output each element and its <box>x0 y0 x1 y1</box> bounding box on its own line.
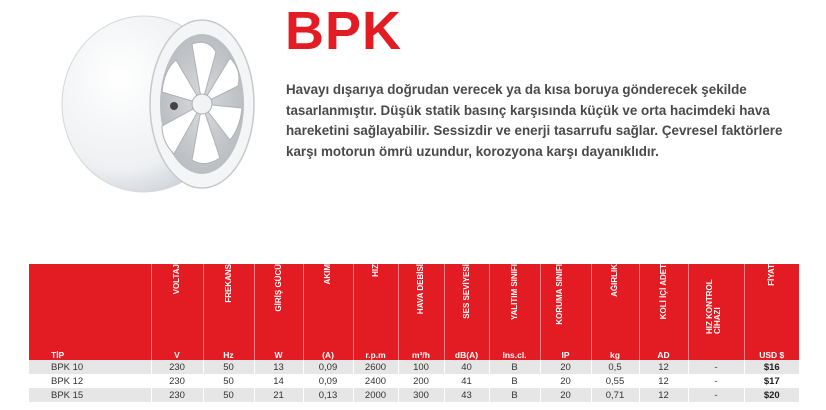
model-cell: BPK 10 <box>29 360 151 374</box>
table-cell: 230 <box>151 374 203 388</box>
product-description <box>286 80 806 162</box>
unit-cell: Hz <box>203 344 254 360</box>
unit-cell: W <box>254 344 303 360</box>
table-row <box>29 374 799 388</box>
unit-cell: kg <box>591 344 639 360</box>
header-koruma-sinifi: KORUMA SINIFI <box>540 264 591 344</box>
table-cell: 20 <box>540 374 591 388</box>
header-hava-debisi: HAVA DEBİSİ <box>398 264 444 344</box>
table-cell: 50 <box>203 374 254 388</box>
table-cell: 43 <box>444 388 489 402</box>
table-cell: 13 <box>254 360 303 374</box>
table-cell: 2000 <box>353 388 398 402</box>
description-line: tasarlanmıştır. Düşük statik basınç karşısında küçük ve orta hacimdeki hava <box>286 102 770 118</box>
table-cell: 0,13 <box>303 388 353 402</box>
unit-cell <box>688 344 744 360</box>
header-frekans: FREKANS <box>203 264 254 344</box>
header-koli-ici-adet: KOLİ İÇİ ADET <box>639 264 688 344</box>
table-cell: 12 <box>639 374 688 388</box>
duct-fan-icon <box>52 8 258 200</box>
table-cell: 40 <box>444 360 489 374</box>
table-cell: 41 <box>444 374 489 388</box>
header-agirlik: AĞIRLIK <box>591 264 639 344</box>
unit-cell: V <box>151 344 203 360</box>
description-line: Havayı dışarıya doğrudan verecek ya da kısa boruya gönderecek şekilde <box>286 82 747 97</box>
unit-cell: (A) <box>303 344 353 360</box>
table-row <box>29 388 799 402</box>
unit-cell: Ins.cl. <box>489 344 540 360</box>
header-voltaj: VOLTAJ <box>151 264 203 344</box>
table-cell: B <box>489 360 540 374</box>
table-row <box>29 360 799 374</box>
table-cell: - <box>688 360 744 374</box>
description-line: karşı motorun ömrü uzundur, korozyona karşı dayanıklıdır. <box>286 143 659 159</box>
table-cell: 0,71 <box>591 388 639 402</box>
model-cell: BPK 15 <box>29 388 151 402</box>
header-akim: AKIM <box>303 264 353 344</box>
header-row <box>29 264 799 344</box>
model-cell: BPK 12 <box>29 374 151 388</box>
table-cell: 0,55 <box>591 374 639 388</box>
units-row <box>29 344 799 360</box>
table-cell: 20 <box>540 388 591 402</box>
unit-cell: dB(A) <box>444 344 489 360</box>
table-cell: - <box>688 374 744 388</box>
table-cell: 2400 <box>353 374 398 388</box>
table-cell: 0,09 <box>303 360 353 374</box>
table-cell: 230 <box>151 388 203 402</box>
table-cell: 200 <box>398 374 444 388</box>
header-hiz-kontrol-cihazi: HIZ KONTROL CİHAZI <box>688 264 744 344</box>
description-line: hareketini sağlayabilir. Sessizdir ve enerji tasarrufu sağlar. Çevresel faktörlere <box>286 123 783 138</box>
table-cell: 21 <box>254 388 303 402</box>
table-cell: 0,5 <box>591 360 639 374</box>
header-hiz: HIZ <box>353 264 398 344</box>
header-fiyat: FİYAT <box>744 264 799 344</box>
header-giris-gucu: GİRİŞ GÜCÜ <box>254 264 303 344</box>
table-cell: 12 <box>639 388 688 402</box>
unit-cell: m³/h <box>398 344 444 360</box>
price-cell: $20 <box>744 388 799 402</box>
table-cell: B <box>489 388 540 402</box>
unit-cell: USD $ <box>744 344 799 360</box>
table-cell: 0,09 <box>303 374 353 388</box>
unit-cell: IP <box>540 344 591 360</box>
unit-cell: r.p.m <box>353 344 398 360</box>
table-cell: - <box>688 388 744 402</box>
price-cell: $17 <box>744 374 799 388</box>
header-ses-seviyesi: SES SEVİYESİ <box>444 264 489 344</box>
unit-cell: AD <box>639 344 688 360</box>
table-cell: 12 <box>639 360 688 374</box>
price-cell: $16 <box>744 360 799 374</box>
unit-tip: TİP <box>29 344 151 360</box>
header-yalitim-sinifi: YALITIM SINIFI <box>489 264 540 344</box>
spec-table <box>29 264 799 402</box>
table-cell: 300 <box>398 388 444 402</box>
table-cell: 20 <box>540 360 591 374</box>
header-tip-spacer <box>29 264 151 344</box>
table-cell: 50 <box>203 388 254 402</box>
product-title: BPK <box>285 1 403 61</box>
table-cell: B <box>489 374 540 388</box>
table-cell: 230 <box>151 360 203 374</box>
table-cell: 100 <box>398 360 444 374</box>
table-cell: 14 <box>254 374 303 388</box>
table-cell: 50 <box>203 360 254 374</box>
table-cell: 2600 <box>353 360 398 374</box>
